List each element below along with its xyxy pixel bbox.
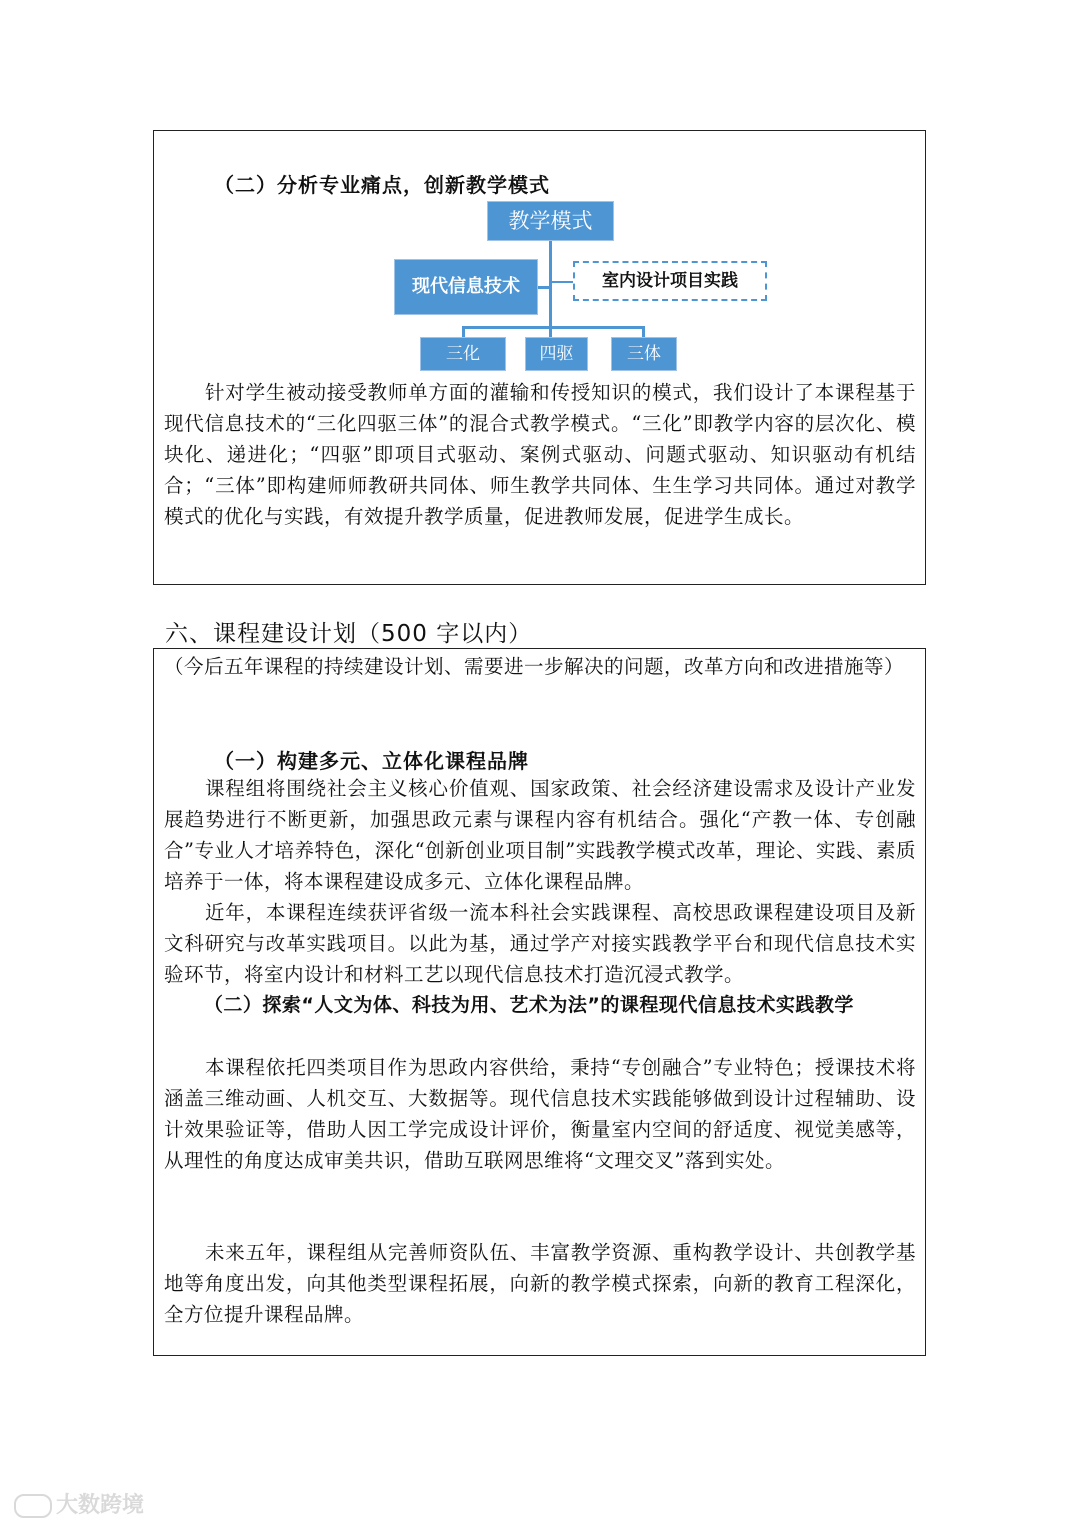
diagram-connector xyxy=(549,241,552,327)
diagram-node-top: 教学模式 xyxy=(487,201,614,241)
diagram-node-bottom-1: 三化 xyxy=(420,337,506,371)
plan-note: （今后五年课程的持续建设计划、需要进一步解决的问题，改革方向和改进措施等） xyxy=(164,655,905,678)
watermark xyxy=(14,1488,144,1519)
diagram-node-bottom-3: 三体 xyxy=(611,337,677,371)
diagram-node-right: 室内设计项目实践 xyxy=(573,261,767,301)
watermark-logo-icon xyxy=(14,1494,52,1518)
diagram-connector xyxy=(538,286,550,289)
watermark-text: 大数跨境 xyxy=(56,1493,145,1518)
brand-paragraph-2: 近年，本课程连续获评省级一流本科社会实践课程、高校思政课程建设项目及新文科研究与改革实践项目。以此为基，通过学产对接实践教学平台和现代信息技术实验环节，将室内设计和材料工艺以现代信息技术打造沉浸式教学。 xyxy=(164,901,916,986)
section-title: 六、课程建设计划（500 字以内） xyxy=(165,621,533,647)
future-paragraph: 未来五年，课程组从完善师资队伍、丰富教学资源、重构教学设计、共创教学基地等角度出发，向其他类型课程拓展，向新的教学模式探索，向新的教育工程深化，全方位提升课程品牌。 xyxy=(164,1241,916,1326)
heading-practice: （二）探索“人文为体、科技为用、艺术为法”的课程现代信息技术实践教学 xyxy=(203,994,854,1016)
diagram-node-bottom-2: 四驱 xyxy=(525,337,588,371)
heading-teaching-mode: （二）分析专业痛点，创新教学模式 xyxy=(214,173,550,197)
teaching-mode-paragraph: 针对学生被动接受教师单方面的灌输和传授知识的模式，我们设计了本课程基于现代信息技术的“三化四驱三体”的混合式教学模式。“三化”即教学内容的层次化、模块化、递进化；“四驱”即项目式驱动、案例式驱动、问题式驱动、知识驱动有机结合；“三体”即构建师师教研共同体、师生教学共同体、生生学习共同体。通过对教学模式的优化与实践，有效提升教学质量，促进教师发展，促进学生成长。 xyxy=(164,381,916,528)
heading-brand: （一）构建多元、立体化课程品牌 xyxy=(214,749,529,773)
diagram-node-left: 现代信息技术 xyxy=(394,259,538,315)
practice-paragraph: 本课程依托四类项目作为思政内容供给，秉持“专创融合”专业特色；授课技术将涵盖三维动画、人机交互、大数据等。现代信息技术实践能够做到设计过程辅助、设计效果验证等，借助人因工学完成设计评价，衡量室内空间的舒适度、视觉美感等，从理性的角度达成审美共识，借助互联网思维将“文理交叉”落到实处。 xyxy=(164,1056,916,1172)
brand-paragraph-1: 课程组将围绕社会主义核心价值观、国家政策、社会经济建设需求及设计产业发展趋势进行不断更新，加强思政元素与课程内容有机结合。强化“产教一体、专创融合”专业人才培养特色，深化“创新创业项目制”实践教学模式改革，理论、实践、素质培养于一体，将本课程建设成多元、立体化课程品牌。 xyxy=(164,777,916,893)
diagram-connector xyxy=(462,326,644,329)
course-plan-box xyxy=(153,648,926,1356)
diagram-connector xyxy=(550,281,573,283)
teaching-mode-box xyxy=(153,130,926,585)
